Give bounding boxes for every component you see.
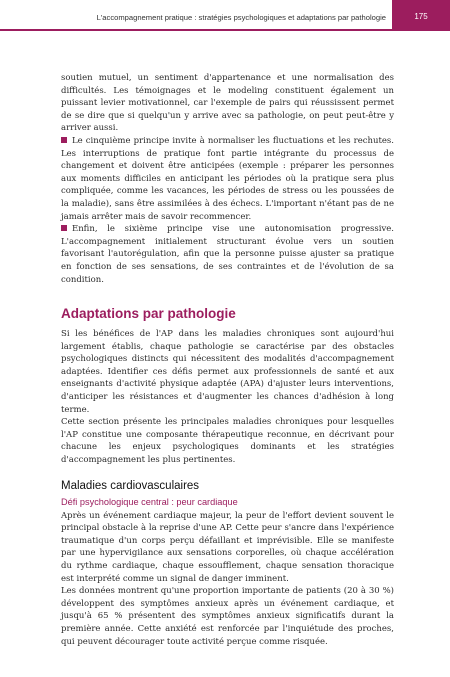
bullet-paragraph <box>61 223 394 286</box>
bullet-text: Enfin, le sixième principe vise une autonomisation progressive. L'accompagnement initialement structurant évolue vers un soutien favorisant l'autorégulation, afin que la personne puisse ajuster sa pratique en fonction de ses sensations, de ses contraintes et de l'évolution de sa condition. <box>61 224 394 285</box>
body-paragraph: Après un événement cardiaque majeur, la peur de l'effort devient souvent le principal obstacle à la reprise d'une AP. Cette peur s'ancre dans l'expérience traumatique d'un corps perçu défaillant et imprévisible. Elle se manifeste par une hypervigilance aux sensations corporelles, où chaque accélération du rythme cardiaque, chaque essoufflement, chaque sensation thoracique est interprété comme un signal de danger imminent. <box>61 510 394 584</box>
running-header <box>0 0 450 30</box>
page-content <box>61 72 394 648</box>
bullet-text: Le cinquième principe invite à normaliser les fluctuations et les rechutes. Les interruptions de pratique font partie intégrante du processus de changement et doivent être anticipées (exemple : préparer les personnes aux moments difficiles en anticipant les périodes où la pratique sera plus compliquée, comme les vacances, les périodes de stress ou les poussées de la maladie), sans être assimilées à des échecs. L'important n'étant pas de ne jamais arrêter mais de savoir recommencer. <box>61 135 394 222</box>
bullet-paragraph <box>61 135 394 223</box>
body-paragraph: soutien mutuel, un sentiment d'appartenance et une normalisation des difficultés. Les témoignages et le modeling constituent également un puissant levier motivationnel, car l'exemple de pairs qui réussissent permet de se dire que si quelqu'un y arrive avec sa pathologie, on peut peut-être y arriver aussi. <box>61 73 394 134</box>
running-title: L'accompagnement pratique : stratégies psychologiques et adaptations par pathologie <box>96 13 386 22</box>
section-heading: Adaptations par pathologie <box>61 306 236 322</box>
subsubsection-heading: Défi psychologique central : peur cardiaque <box>61 496 238 507</box>
subsection-heading: Maladies cardiovasculaires <box>61 479 200 492</box>
bullet-square-icon <box>61 225 67 231</box>
page-number: 175 <box>414 12 428 21</box>
body-paragraph: Cette section présente les principales maladies chroniques pour lesquelles l'AP constitue une composante thérapeutique reconnue, en décrivant pour chacune les enjeux psychologiques dominants et les stratégies d'accompagnement les plus pertinentes. <box>61 417 394 466</box>
body-paragraph: Si les bénéfices de l'AP dans les maladies chroniques sont aujourd'hui largement établis, chaque pathologie se caractérise par des obstacles psychologiques distincts qui nécessitent des modalités d'accompagnement adaptées. Identifier ces défis permet aux professionnels de santé et aux enseignants d'activité physique adaptée (APA) d'ajuster leurs interventions, d'anticiper les résistances et d'augmenter les chances d'adhésion à long terme. <box>61 329 394 415</box>
body-paragraph: Les données montrent qu'une proportion importante de patients (20 à 30 %) développent des symptômes anxieux après un événement cardiaque, et jusqu'à 65 % présentent des symptômes anxieux significatifs durant la première année. Cette anxiété est renforcée par l'inquiétude des proches, qui peuvent décourager toute activité perçue comme risquée. <box>61 586 394 647</box>
header-rule <box>0 29 392 31</box>
page-number-box <box>392 0 450 31</box>
bullet-square-icon <box>61 137 67 143</box>
